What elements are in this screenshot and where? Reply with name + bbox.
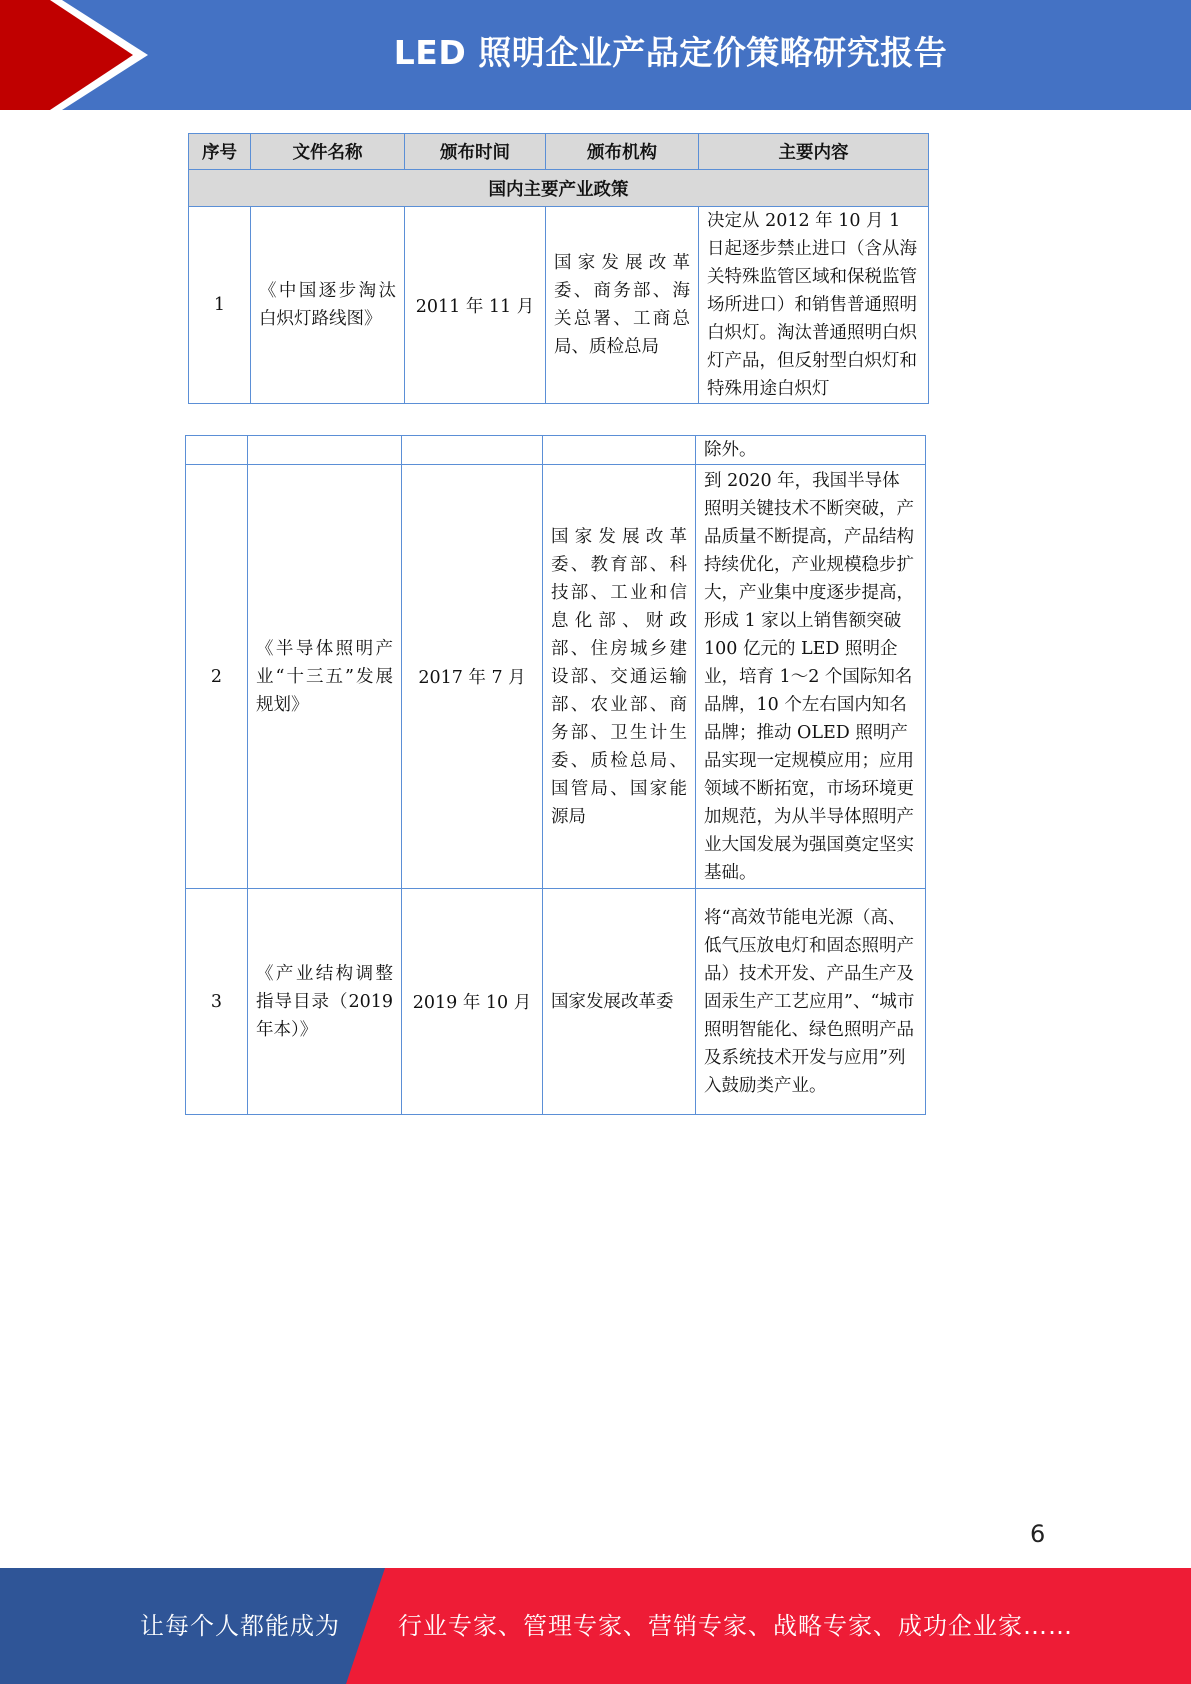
row-content: 决定从 2012 年 10 月 1 日起逐步禁止进口（含从海关特殊监管区域和保税监管场所进口）和销售普通照明白炽灯。淘汰普通照明白炽灯产品，但反射型白炽灯和特殊用途白炽灯	[699, 207, 929, 404]
footer-banner	[0, 1568, 1191, 1684]
row-name: 《半导体照明产业“十三五”发展规划》	[248, 465, 402, 889]
footer-slogan-right: 行业专家、管理专家、营销专家、战略专家、成功企业家……	[398, 1612, 1073, 1640]
footer-slogan-left: 让每个人都能成为	[140, 1612, 340, 1640]
table-row	[189, 207, 929, 404]
row-no: 1	[189, 207, 251, 404]
row-date: 2019 年 10 月	[402, 889, 543, 1115]
report-title: LED 照明企业产品定价策略研究报告	[393, 33, 948, 72]
row-name: 《产业结构调整指导目录（2019 年本）》	[248, 889, 402, 1115]
col-header-content: 主要内容	[699, 134, 929, 170]
col-header-no: 序号	[189, 134, 251, 170]
header-banner	[0, 0, 1191, 110]
col-header-name: 文件名称	[251, 134, 405, 170]
page-number: 6	[1030, 1520, 1046, 1548]
policy-table-part-1	[188, 133, 929, 404]
row-content-continued: 除外。	[696, 436, 926, 465]
row-date: 2017 年 7 月	[402, 465, 543, 889]
row-name: 《中国逐步淘汰白炽灯路线图》	[251, 207, 405, 404]
table-row-continued	[186, 436, 926, 465]
table-row	[186, 889, 926, 1115]
row-content: 将“高效节能电光源（高、低气压放电灯和固态照明产品）技术开发、产品生产及固汞生产工艺应用”、“城市照明智能化、绿色照明产品及系统技术开发与应用”列入鼓励类产业。	[696, 889, 926, 1115]
row-agency: 国家发展改革委、商务部、海关总署、工商总局、质检总局	[546, 207, 699, 404]
header-arrow-icon	[0, 0, 150, 110]
table-header-row	[189, 134, 929, 170]
section-row	[189, 170, 929, 207]
policy-table-part-2	[185, 435, 926, 1115]
row-agency: 国家发展改革委	[543, 889, 696, 1115]
row-agency: 国家发展改革委、教育部、科技部、工业和信息化部、财政部、住房城乡建设部、交通运输部、农业部、商务部、卫生计生委、质检总局、国管局、国家能源局	[543, 465, 696, 889]
col-header-agency: 颁布机构	[546, 134, 699, 170]
row-no: 2	[186, 465, 248, 889]
section-label: 国内主要产业政策	[189, 170, 929, 207]
table-row	[186, 465, 926, 889]
row-content: 到 2020 年，我国半导体照明关键技术不断突破，产品质量不断提高，产品结构持续优化，产业规模稳步扩大，产业集中度逐步提高，形成 1 家以上销售额突破 100 亿元的 LED 照明企业，培育 1～2 个国际知名品牌，10 个左右国内知名品牌；推动 OLED 照明产品实现一定规模应用；应用领域不断拓宽，市场环境更加规范，为从半导体照明产业大国发展为强国奠定坚实基础。	[696, 465, 926, 889]
row-date: 2011 年 11 月	[405, 207, 546, 404]
row-no: 3	[186, 889, 248, 1115]
col-header-date: 颁布时间	[405, 134, 546, 170]
